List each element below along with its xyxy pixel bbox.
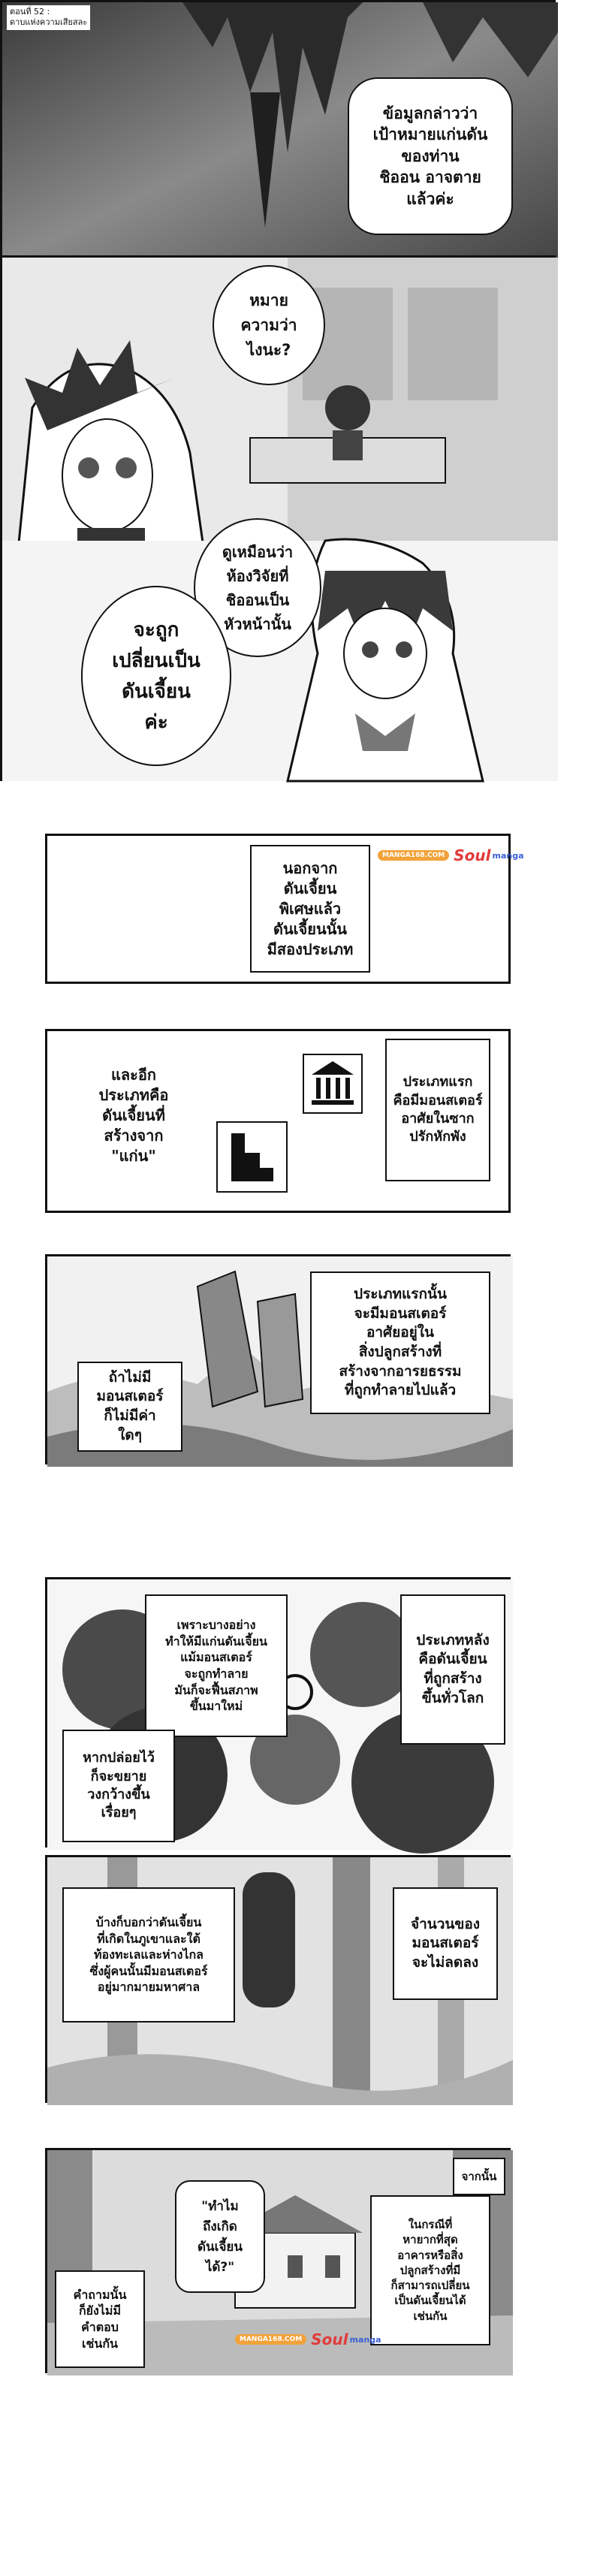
site-logo: MANGA168.COM bbox=[378, 850, 449, 861]
brand-logo-main-bottom: Soul bbox=[311, 2330, 348, 2348]
caption-intro: นอกจาก ดันเจี้ยน พิเศษแล้ว ดันเจี้ยนนั้น มีสองประเภท bbox=[250, 845, 370, 973]
temple-icon bbox=[303, 1054, 363, 1114]
speech-bubble-why: "ทำไม ถึงเกิด ดันเจี้ยน ได้?" bbox=[175, 2180, 265, 2293]
panel-mansion bbox=[45, 2148, 511, 2373]
panel-top-dark bbox=[0, 0, 556, 259]
panel-maid bbox=[0, 541, 556, 781]
panel-forest bbox=[45, 1855, 511, 2103]
panel-second-type bbox=[45, 1577, 511, 1848]
caption-expand: หากปล่อยไว้ ก็จะขยาย วงกว้างขึ้น เรื่อยๆ bbox=[62, 1730, 175, 1842]
speech-bubble-lab: ดูเหมือนว่า ห้องวิจัยที่ ชิออนเป็น หัวหน้านั้น bbox=[194, 518, 321, 657]
panel-office bbox=[0, 255, 556, 556]
speech-bubble-what-do-you-mean: หมาย ความว่า ไงนะ? bbox=[213, 265, 325, 385]
panel-types bbox=[45, 1029, 511, 1213]
brand-logo-sub-bottom: manga bbox=[349, 2334, 381, 2345]
panel-ruins bbox=[45, 1254, 511, 1464]
caption-monster-count: จำนวนของ มอนสเตอร์ จะไม่ลดลง bbox=[393, 1887, 498, 2000]
caption-second-type: ประเภทหลัง คือดันเจี้ยน ที่ถูกสร้าง ขึ้นทั่วโลก bbox=[400, 1594, 505, 1745]
credits-logo bbox=[378, 846, 524, 864]
caption-seed: เพราะบางอย่าง ทำให้มีแก่นดันเจี้ยน แม้มอนสเตอร์ จะถูกทำลาย มันก็จะฟื้นสภาพ ขึ้นมาใหม่ bbox=[145, 1594, 288, 1737]
caption-other-type: และอีก ประเภทคือ ดันเจี้ยนที่ สร้างจาก "แก่น" bbox=[77, 1040, 190, 1190]
brand-logo-sub: manga bbox=[492, 850, 524, 861]
stairs-icon bbox=[216, 1121, 288, 1193]
caption-rare: ในกรณีที่ หายากที่สุด อาคารหรือสิ่ง ปลูกสร้างที่มี ก็สามารถเปลี่ยน เป็นดันเจี้ยนได้ เช่นกัน bbox=[370, 2195, 490, 2345]
chapter-title: ตอนที่ 52 : ดาบแห่งความเสียสละ bbox=[7, 5, 90, 30]
speech-bubble-dungeon: จะถูก เปลี่ยนเป็น ดันเจี้ยน ค่ะ bbox=[81, 586, 231, 766]
caption-places: บ้างก็บอกว่าดันเจี้ยน ที่เกิดในภูเขาและใต้ ท้องทะเลและห่างไกล ซึ่งผู้คนนั้นมีมอนสเตอร์ อยู่มากมายมหาศาล bbox=[62, 1887, 235, 2022]
site-logo-bottom: MANGA168.COM bbox=[235, 2334, 306, 2345]
caption-ruins: ประเภทแรกนั้น จะมีมอนสเตอร์ อาศัยอยู่ใน สิ่งปลูกสร้างที่ สร้างจากอารยธรรม ที่ถูกทำลายไปแล้ว bbox=[310, 1271, 490, 1414]
speech-box-data-says: ข้อมูลกล่าวว่า เป้าหมายแก่นดัน ของท่าน ชิออน อาจตาย แล้วค่ะ bbox=[348, 77, 513, 235]
panel-intro bbox=[45, 834, 524, 984]
caption-answer: คำถามนั้น ก็ยังไม่มี คำตอบ เช่นกัน bbox=[55, 2270, 145, 2368]
credits-logo-bottom bbox=[235, 2330, 381, 2348]
brand-logo-main: Soul bbox=[454, 846, 491, 864]
caption-then: จากนั้น bbox=[453, 2158, 505, 2195]
caption-first-type: ประเภทแรก คือมีมอนสเตอร์ อาศัยในซาก ปรักหักพัง bbox=[385, 1039, 490, 1181]
caption-no-monster: ถ้าไม่มี มอนสเตอร์ ก็ไม่มีค่า ใดๆ bbox=[77, 1362, 182, 1452]
